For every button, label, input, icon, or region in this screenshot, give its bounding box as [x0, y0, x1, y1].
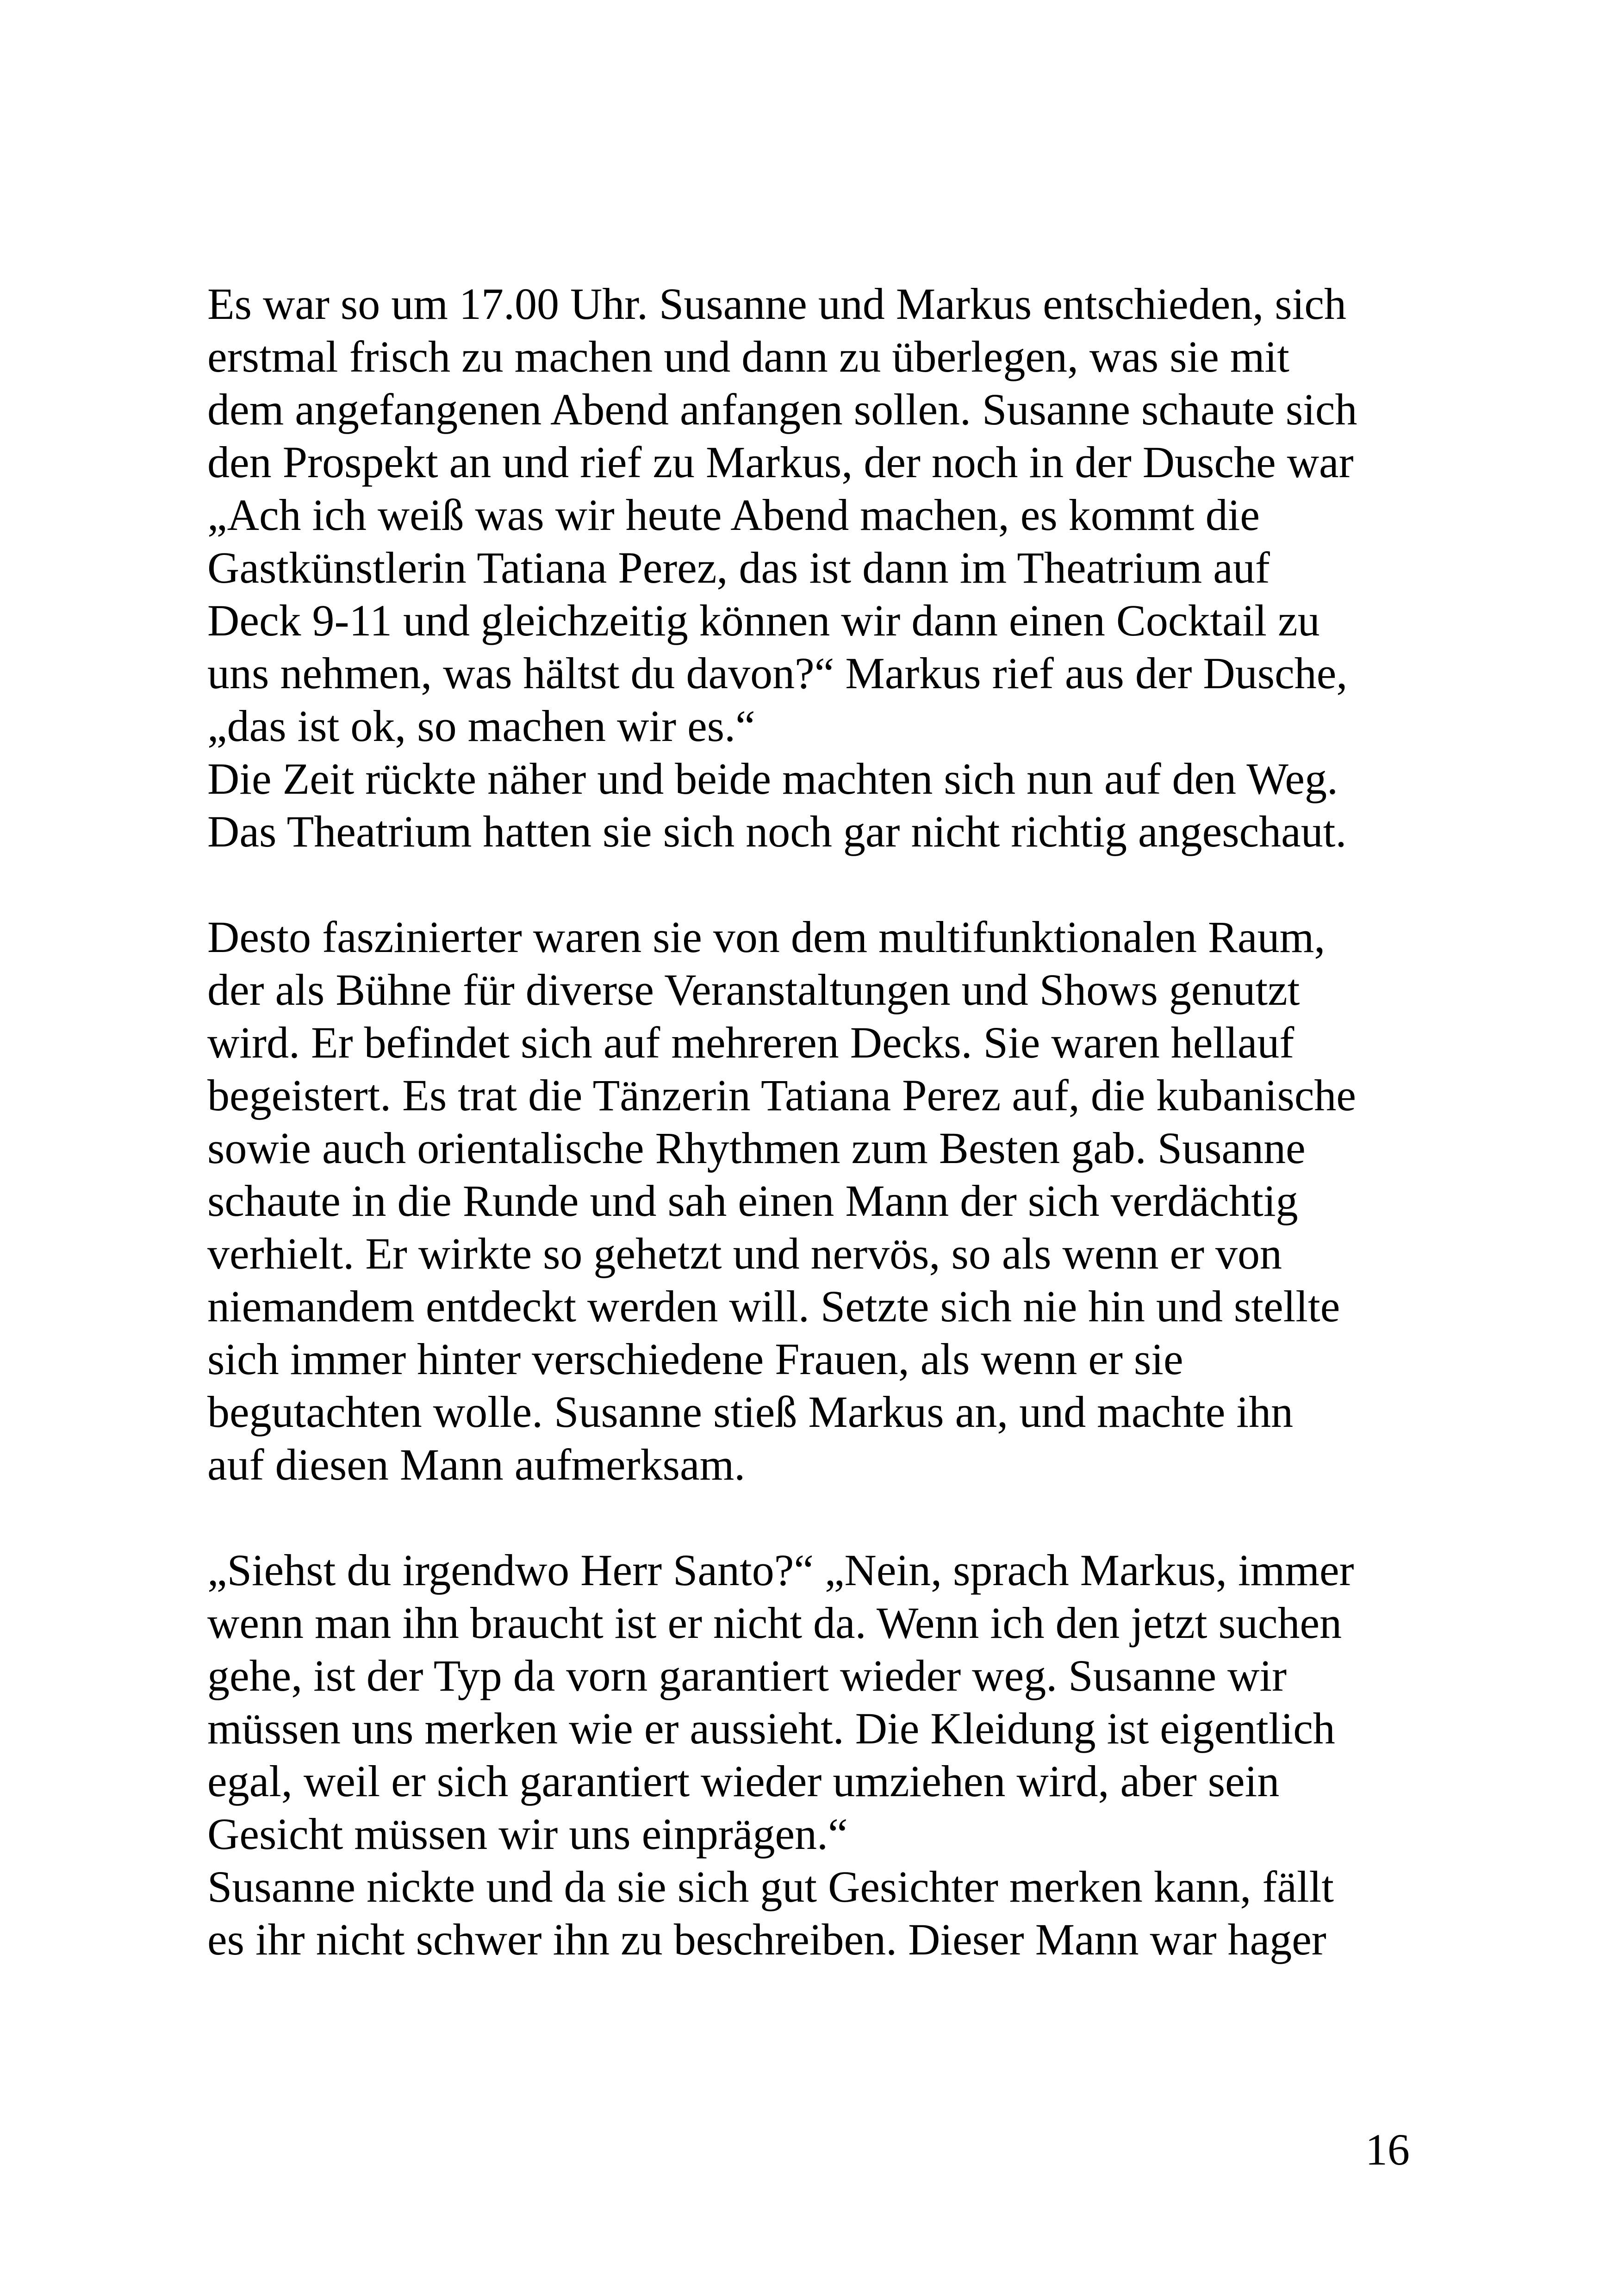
text-line: müssen uns merken wie er aussieht. Die Kleidung ist eigentlich: [207, 1704, 1335, 1753]
text-line: Es war so um 17.00 Uhr. Susanne und Markus entschieden, sich: [207, 279, 1346, 329]
text-line: Das Theatrium hatten sie sich noch gar nicht richtig angeschaut.: [207, 807, 1347, 856]
text-line: Gesicht müssen wir uns einprägen.“: [207, 1809, 848, 1859]
text-line: Desto faszinierter waren sie von dem multifunktionalen Raum,: [207, 912, 1326, 962]
text-line: gehe, ist der Typ da vorn garantiert wieder weg. Susanne wir: [207, 1651, 1287, 1700]
text-line: wird. Er befindet sich auf mehreren Decks. Sie waren hellauf: [207, 1018, 1294, 1067]
page-body: [207, 278, 1438, 1966]
text-line: „Ach ich weiß was wir heute Abend machen, es kommt die: [207, 490, 1260, 540]
text-line: „Siehst du irgendwo Herr Santo?“ „Nein, sprach Markus, immer: [207, 1545, 1354, 1595]
text-line: egal, weil er sich garantiert wieder umziehen wird, aber sein: [207, 1756, 1280, 1806]
paragraph-gap: [207, 1491, 1438, 1544]
text-line: Susanne nickte und da sie sich gut Gesichter merken kann, fällt: [207, 1862, 1334, 1911]
text-line: niemandem entdeckt werden will. Setzte sich nie hin und stellte: [207, 1282, 1340, 1331]
paragraph-1: [207, 278, 1438, 858]
text-line: wenn man ihn braucht ist er nicht da. Wenn ich den jetzt suchen: [207, 1598, 1342, 1648]
page-number: 16: [1365, 2125, 1410, 2174]
text-line: verhielt. Er wirkte so gehetzt und nervös, so als wenn er von: [207, 1229, 1282, 1278]
text-line: „das ist ok, so machen wir es.“: [207, 701, 755, 751]
text-line: sich immer hinter verschiedene Frauen, als wenn er sie: [207, 1334, 1183, 1384]
paragraph-2: [207, 911, 1438, 1491]
text-line: sowie auch orientalische Rhythmen zum Besten gab. Susanne: [207, 1123, 1306, 1173]
text-line: schaute in die Runde und sah einen Mann der sich verdächtig: [207, 1176, 1298, 1226]
text-line: begutachten wolle. Susanne stieß Markus an, und machte ihn: [207, 1387, 1294, 1437]
text-line: dem angefangenen Abend anfangen sollen. Susanne schaute sich: [207, 385, 1357, 434]
text-line: es ihr nicht schwer ihn zu beschreiben. Dieser Mann war hager: [207, 1915, 1326, 1964]
text-line: Deck 9-11 und gleichzeitig können wir dann einen Cocktail zu: [207, 596, 1320, 645]
text-line: Die Zeit rückte näher und beide machten sich nun auf den Weg.: [207, 754, 1338, 803]
text-line: auf diesen Mann aufmerksam.: [207, 1440, 746, 1489]
paragraph-gap: [207, 858, 1438, 911]
text-line: begeistert. Es trat die Tänzerin Tatiana Perez auf, die kubanische: [207, 1070, 1357, 1120]
text-line: der als Bühne für diverse Veranstaltungen und Shows genutzt: [207, 965, 1300, 1014]
text-line: den Prospekt an und rief zu Markus, der noch in der Dusche war: [207, 437, 1354, 487]
text-line: uns nehmen, was hältst du davon?“ Markus rief aus der Dusche,: [207, 648, 1348, 698]
text-line: Gastkünstlerin Tatiana Perez, das ist dann im Theatrium auf: [207, 543, 1270, 592]
text-line: erstmal frisch zu machen und dann zu überlegen, was sie mit: [207, 332, 1289, 381]
paragraph-3: [207, 1544, 1438, 1966]
